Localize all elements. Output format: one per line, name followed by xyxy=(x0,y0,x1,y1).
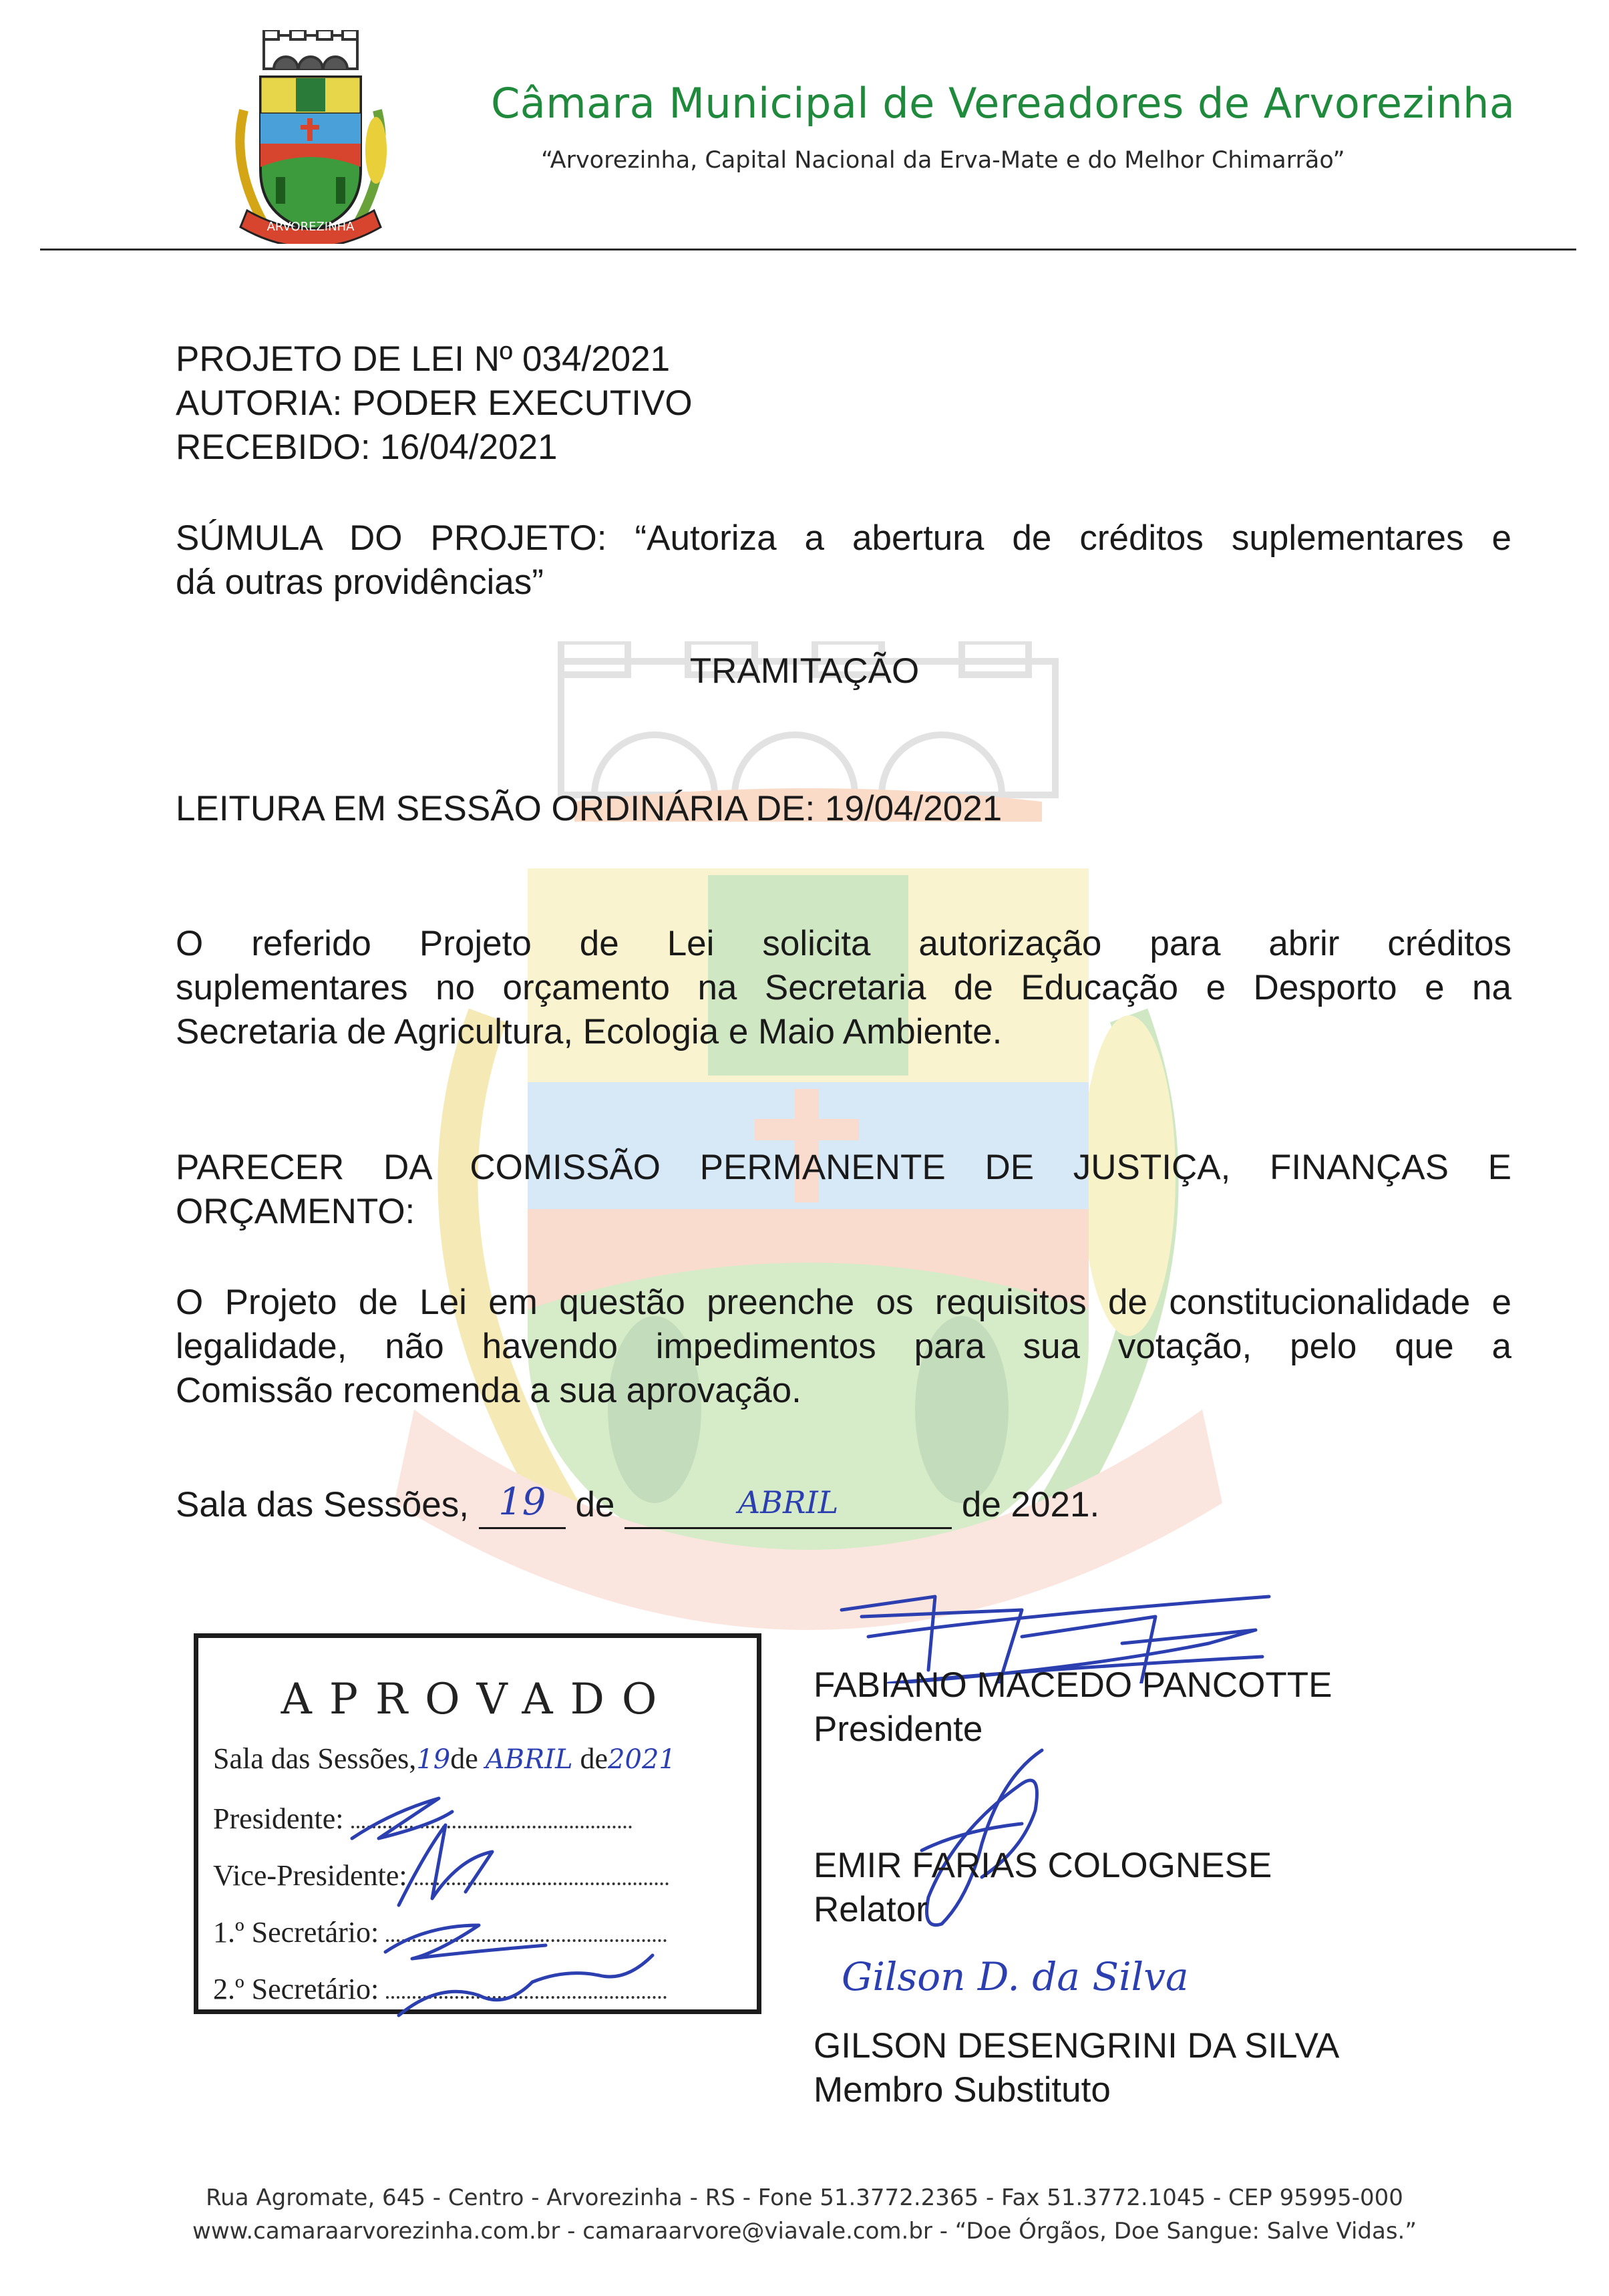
footer-contacts: www.camaraarvorezinha.com.br - camaraarvore@viavale.com.br - “Doe Órgãos, Doe Sangue: Salve Vidas.” xyxy=(192,2218,1417,2245)
stamp-president-row: Presidente: xyxy=(213,1802,632,1836)
stamp-de1: de xyxy=(450,1742,478,1775)
paragraph-line: Secretaria de Agricultura, Ecologia e Maio Ambiente. xyxy=(176,1012,1003,1051)
session-date-line xyxy=(176,1480,1100,1529)
paragraph-line: suplementares no orçamento na Secretaria de Educação e Desporto e na xyxy=(176,968,1511,1007)
stamp-month: ABRIL xyxy=(485,1744,573,1775)
project-info xyxy=(176,337,1511,470)
stamp-first-secretary-label: 1.º Secretário xyxy=(213,1916,371,1949)
footer-address: Rua Agromate, 645 - Centro - Arvorezinha - RS - Fone 51.3772.2365 - Fax 51.3772.1045 - CEP 95995-000 xyxy=(206,2184,1403,2211)
organization-name: Câmara Municipal de Vereadores de Arvorezinha xyxy=(491,79,1515,128)
stamp-vice-row: Vice-Presidente: xyxy=(213,1858,669,1893)
signatory-role: Relator xyxy=(814,1890,928,1929)
approval-stamp xyxy=(194,1633,761,2014)
signatory-role: Membro Substituto xyxy=(814,2070,1111,2110)
signatory-role: Presidente xyxy=(814,1709,983,1749)
stamp-second-secretary-label: 2.º Secretário xyxy=(213,1973,371,2005)
summary-line: dá outras providências” xyxy=(176,562,544,602)
paragraph-line: O Projeto de Lei em questão preenche os requisitos de constitucionalidade e xyxy=(176,1283,1511,1322)
signature-scribble-president xyxy=(828,1530,1309,1683)
footer xyxy=(0,2181,1609,2248)
stamp-first-secretary-row: 1.º Secretário: xyxy=(213,1915,667,1949)
month-blank xyxy=(624,1483,952,1529)
project-authorship: AUTORIA: PODER EXECUTIVO xyxy=(176,383,693,423)
svg-text:ARVOREZINHA: ARVOREZINHA xyxy=(266,220,355,234)
tramitacao-heading: TRAMITAÇÃO xyxy=(689,651,920,691)
coat-of-arms-logo xyxy=(224,30,397,244)
stamp-year: 2021 xyxy=(608,1744,676,1775)
committee-opinion-heading xyxy=(176,1146,1511,1234)
stamp-signatures-icon xyxy=(198,1638,766,2019)
handwritten-day: 19 xyxy=(498,1480,546,1524)
stamp-de2: de xyxy=(580,1742,608,1775)
handwritten-signature-gilson: Gilson D. da Silva xyxy=(842,1954,1189,1999)
heading-line: ORÇAMENTO: xyxy=(176,1192,415,1231)
stamp-second-secretary-row: 2.º Secretário: xyxy=(213,1972,667,2006)
stamp-title: APROVADO xyxy=(281,1675,675,1724)
project-received-date: RECEBIDO: 16/04/2021 xyxy=(176,428,558,467)
handwritten-month: ABRIL xyxy=(737,1484,839,1520)
day-blank xyxy=(479,1480,566,1529)
project-summary xyxy=(176,516,1511,605)
committee-opinion-text xyxy=(176,1281,1511,1413)
header-divider xyxy=(40,249,1576,251)
paragraph-line: Comissão recomenda a sua aprovação. xyxy=(176,1371,801,1410)
stamp-president-label: Presidente xyxy=(213,1802,336,1835)
organization-motto: “Arvorezinha, Capital Nacional da Erva-Mate e do Melhor Chimarrão” xyxy=(541,147,1345,174)
project-number: PROJETO DE LEI Nº 034/2021 xyxy=(176,339,671,379)
signature-block-rapporteur xyxy=(814,1844,1272,1932)
stamp-session-label: Sala das Sessões, xyxy=(213,1742,417,1775)
stamp-day: 19 xyxy=(416,1744,451,1775)
signature-block-substitute-member xyxy=(814,2024,1339,2112)
paragraph-line: O referido Projeto de Lei solicita autorização para abrir créditos xyxy=(176,924,1511,963)
session-middle: de xyxy=(575,1485,615,1524)
project-description xyxy=(176,922,1511,1054)
summary-line: SÚMULA DO PROJETO: “Autoriza a abertura de créditos suplementares e xyxy=(176,518,1511,558)
stamp-vice-label: Vice-Presidente xyxy=(213,1859,399,1892)
session-prefix: Sala das Sessões, xyxy=(176,1485,469,1524)
heading-line: PARECER DA COMISSÃO PERMANENTE DE JUSTIÇA, FINANÇAS E xyxy=(176,1148,1511,1187)
reading-session-line: LEITURA EM SESSÃO ORDINÁRIA DE: 19/04/2021 xyxy=(176,789,1003,828)
signatory-name: EMIR FARIAS COLOGNESE xyxy=(814,1846,1272,1885)
crown-icon xyxy=(264,30,357,69)
session-suffix: de 2021. xyxy=(961,1485,1100,1524)
signatory-name: GILSON DESENGRINI DA SILVA xyxy=(814,2026,1340,2066)
signatory-name: FABIANO MACEDO PANCOTTE xyxy=(814,1665,1332,1705)
paragraph-line: legalidade, não havendo impedimentos para sua votação, pelo que a xyxy=(176,1327,1511,1366)
